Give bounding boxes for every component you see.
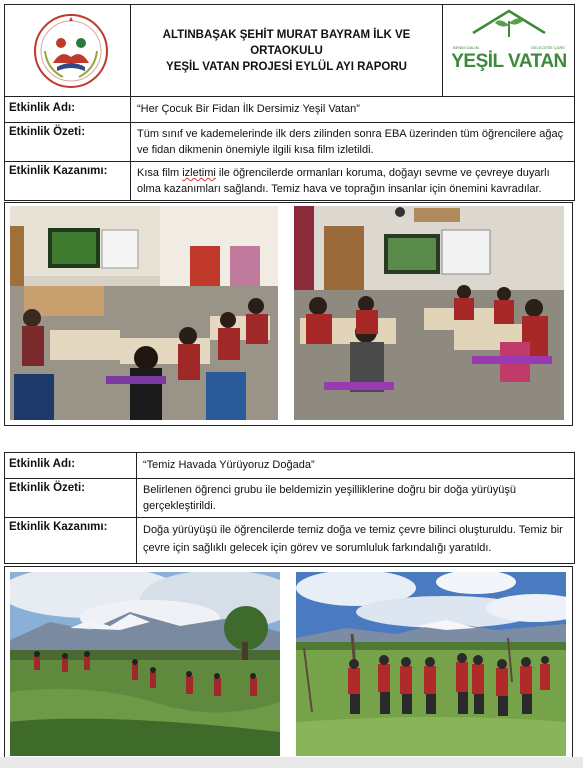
activity1-name-label: Etkinlik Adı: [5,97,131,123]
gain-text-word: izletimi [182,167,216,179]
school-emblem-cell [5,5,131,97]
logo-small-left: BENİM DALIM [453,45,480,50]
activity1-name-value: “Her Çocuk Bir Fidan İlk Dersimiz Yeşil Vatan” [131,97,575,123]
activity2-table [4,452,575,564]
activity1-gain-label: Etkinlik Kazanımı: [5,162,131,201]
nature-walk-photo-1 [10,572,280,756]
school-name: ALTINBAŞAK ŞEHİT MURAT BAYRAM İLK VE ORTAOKULU [162,29,411,57]
report-title: YEŞİL VATAN PROJESİ EYLÜL AYI RAPORU [166,61,407,73]
page-bottom-strip [0,757,583,768]
activity1-table [4,4,575,201]
gain-text-pre: Kısa film [137,167,183,179]
nature-walk-photo-2 [296,572,566,756]
project-logo-cell [443,5,575,97]
yesil-vatan-logo-icon [469,7,549,41]
school-emblem-icon [31,11,111,91]
report-title-cell [131,5,443,97]
classroom-photo-1 [10,206,278,420]
activity1-gain-value [131,162,575,201]
activity2-name-label: Etkinlik Adı: [5,453,137,479]
activity2-gain-value: Doğa yürüyüşü ile öğrencilerde temiz doğa ve temiz çevre bilinci oluşturuldu. Temiz bir çevre için sağlıklı gelecek için görev ve sorumluluk farkındalığı yaratıldı. [137,518,575,564]
gain-text-post: ile öğrencilerde ormanları koruma, doğayı sevme ve çevreye duyarlı olma kazanımları sağlandı. Temiz hava ve toprağın insanlar için önemini kavradılar. [137,167,550,195]
logo-big-text: YEŞİL VATAN [451,51,567,72]
classroom-photo-2 [294,206,564,420]
activity2-gain-label: Etkinlik Kazanımı: [5,518,137,564]
activity2-summary-label: Etkinlik Özeti: [5,479,137,518]
activity2-name-value: “Temiz Havada Yürüyoruz Doğada” [137,453,575,479]
activity1-summary-value: Tüm sınıf ve kademelerinde ilk ders zilinden sonra EBA üzerinden tüm öğrencilere ağaç ve fidan dikmenin önemiyle ilgili kısa film izletildi. [131,123,575,162]
logo-small-right: GELECEĞE ÇARE [530,45,565,50]
activity1-summary-label: Etkinlik Özeti: [5,123,131,162]
activity2-summary-value: Belirlenen öğrenci grubu ile beldemizin yeşilliklerine doğru bir doğa yürüyüşü gerçekleştirildi. [137,479,575,518]
